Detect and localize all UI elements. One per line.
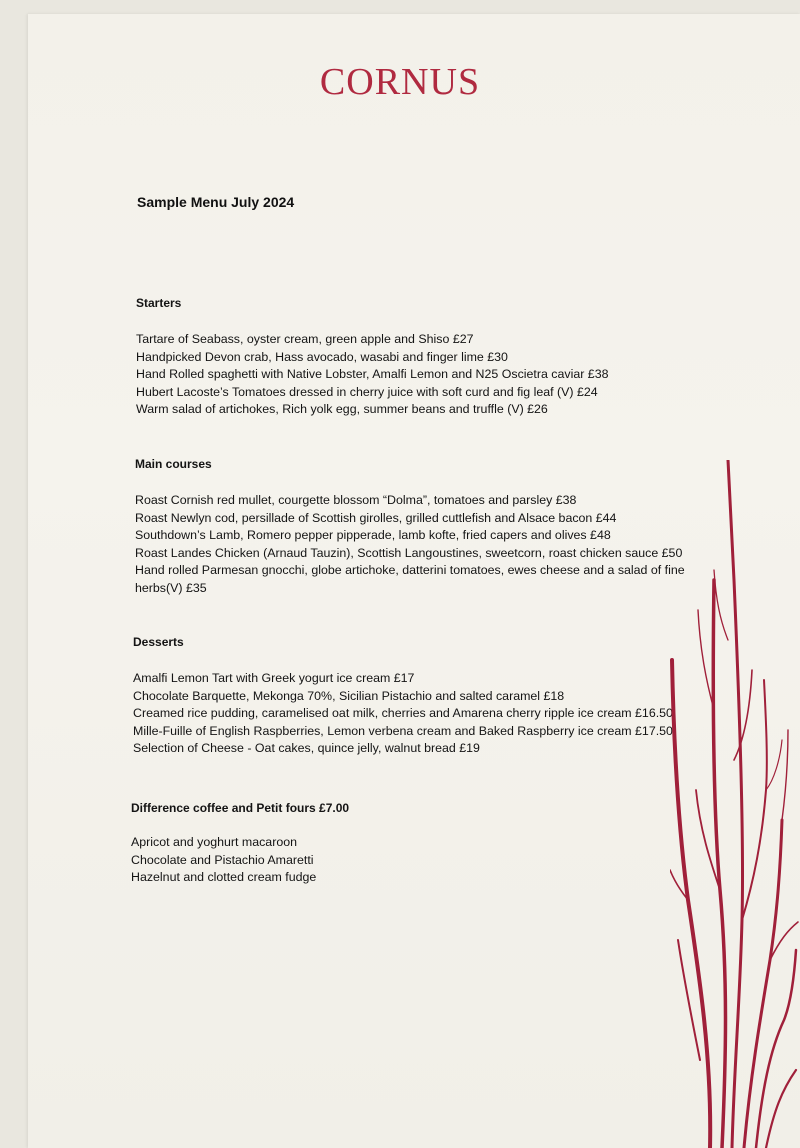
menu-item: Tartare of Seabass, oyster cream, green apple and Shiso £27 [136, 332, 474, 346]
section-coffee-petit-fours [131, 800, 691, 887]
petit-four-list [131, 834, 691, 887]
menu-item: Roast Cornish red mullet, courgette blossom “Dolma”, tomatoes and parsley £38 [135, 493, 577, 507]
coral-branch-illustration [670, 460, 800, 1148]
menu-item: Hand rolled Parmesan gnocchi, globe artichoke, datterini tomatoes, ewes cheese and a salad of fine herbs(V) £35 [135, 563, 685, 595]
section-desserts [133, 634, 693, 758]
brand-logo: CORNUS [319, 61, 481, 103]
section-main-courses [135, 456, 695, 598]
dish-list [135, 492, 695, 598]
menu-item: Southdown’s Lamb, Romero pepper pipperade, lamb kofte, fried capers and olives £48 [135, 528, 611, 543]
menu-item: Apricot and yoghurt macaroon [131, 835, 297, 849]
menu-item: Chocolate and Pistachio Amaretti [131, 852, 314, 867]
menu-item: Hand Rolled spaghetti with Native Lobster, Amalfi Lemon and N25 Oscietra caviar £38 [136, 367, 609, 382]
section-starters [136, 295, 736, 419]
menu-item: Roast Newlyn cod, persillade of Scottish girolles, grilled cuttlefish and Alsace bacon £44 [135, 510, 617, 525]
section-heading: Starters [136, 296, 182, 310]
menu-item: Roast Landes Chicken (Arnaud Tauzin), Scottish Langoustines, sweetcorn, roast chicken sauce £50 [135, 545, 683, 560]
menu-item: Creamed rice pudding, caramelised oat milk, cherries and Amarena cherry ripple ice cream £16.50 [133, 706, 673, 721]
dish-list [133, 670, 693, 758]
menu-item: Amalfi Lemon Tart with Greek yogurt ice cream £17 [133, 671, 415, 685]
section-heading: Desserts [133, 635, 184, 649]
menu-item: Selection of Cheese - Oat cakes, quince jelly, walnut bread £19 [133, 741, 480, 756]
section-heading: Difference coffee and Petit fours £7.00 [131, 801, 350, 815]
menu-item: Warm salad of artichokes, Rich yolk egg, summer beans and truffle (V) £26 [136, 402, 548, 417]
menu-item: Hubert Lacoste’s Tomatoes dressed in cherry juice with soft curd and fig leaf (V) £24 [136, 384, 598, 399]
menu-item: Mille-Fuille of English Raspberries, Lemon verbena cream and Baked Raspberry ice cream £17.50 [133, 723, 673, 738]
menu-title: Sample Menu July 2024 [137, 194, 295, 210]
section-heading: Main courses [135, 457, 212, 471]
dish-list [136, 331, 736, 419]
menu-item: Handpicked Devon crab, Hass avocado, wasabi and finger lime £30 [136, 349, 508, 364]
menu-item: Chocolate Barquette, Mekonga 70%, Sicilian Pistachio and salted caramel £18 [133, 688, 565, 703]
menu-item: Hazelnut and clotted cream fudge [131, 870, 317, 885]
